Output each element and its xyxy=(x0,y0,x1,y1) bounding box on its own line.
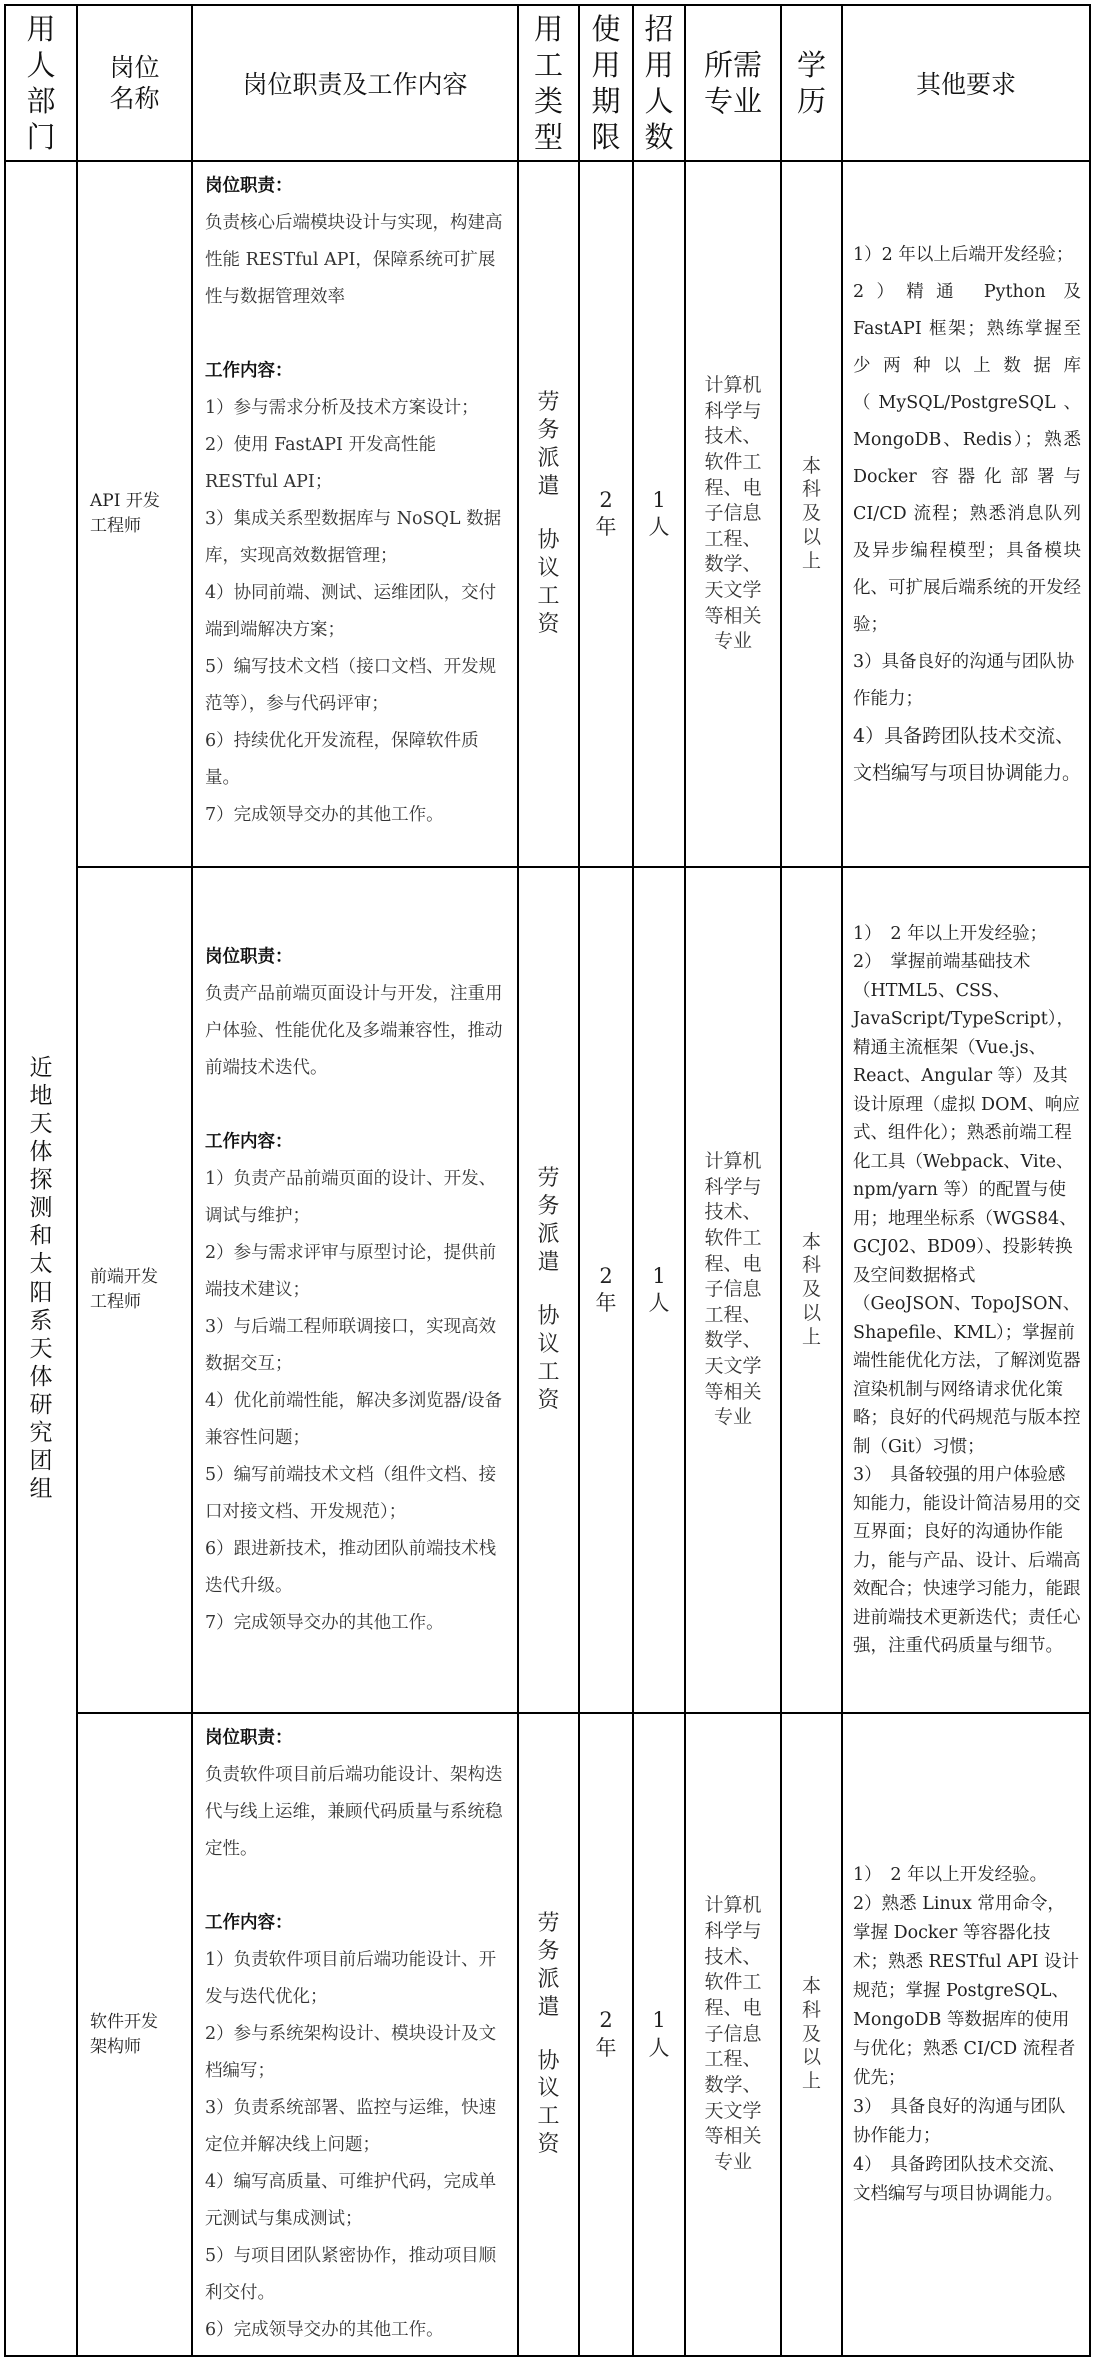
header-row xyxy=(5,5,1090,161)
header-other-requirements: 其他要求 xyxy=(842,5,1090,161)
requirements-cell: 1） 2 年以上开发经验； 2） 掌握前端基础技术（HTML5、CSS、JavaScript/TypeScript），精通主流框架（Vue.js、React、Angular 等）及其设计原理（虚拟 DOM、响应式、组件化）；熟悉前端工程化工具（Webpack、Vite、npm/yarn 等）的配置与使用；地理坐标系（WGS84、GCJ02、BD09）、投影转换及空间数据格式（GeoJSON、TopoJSON、Shapefile、KML）；掌握前端性能优化方法，了解浏览器渲染机制与网络请求优化策略；良好的代码规范与版本控制（Git）习惯； 3） 具备较强的用户体验感知能力，能设计简洁易用的交互界面；良好的沟通协作能力，能与产品、设计、后端高效配合；快速学习能力，能跟进前端技术更新迭代；责任心强，注重代码质量与细节。 xyxy=(842,867,1090,1713)
header-position: 岗位 名称 xyxy=(77,5,192,161)
work-item: 4）协同前端、测试、运维团队，交付端到端解决方案； xyxy=(205,583,497,640)
position-title: API 开发 工程师 xyxy=(77,161,192,867)
headcount-cell: 1 人 xyxy=(633,1713,685,2356)
header-department: 用 人 部 门 xyxy=(5,5,77,161)
headcount-cell: 1 人 xyxy=(633,161,685,867)
education-cell: 本 科 及 以 上 xyxy=(781,1713,842,2356)
term-cell: 2 年 xyxy=(579,867,633,1713)
work-item: 3）集成关系型数据库与 NoSQL 数据库，实现高效数据管理； xyxy=(205,509,502,566)
duties-cell: 岗位职责： 负责核心后端模块设计与实现，构建高性能 RESTful API，保障系统可扩展性与数据管理效率 工作内容： 1）参与需求分析及技术方案设计； 2）使用 FastAPI 开发高性能 RESTful API； 3）集成关系型数据库与 NoSQL 数据库，实现高效数据管理； 4）协同前端、测试、运维团队，交付端到端解决方案； 5）编写技术文档（接口文档、开发规范等），参与代码评审； 6）持续优化开发流程，保障软件质量。 7）完成领导交办的其他工作。 xyxy=(192,161,518,867)
department-cell: 近 地 天 体 探 测 和 太 阳 系 天 体 研 究 团 组 xyxy=(5,161,77,2356)
employment-type-cell: 劳 务 派 遣 协 议 工 资 xyxy=(518,161,579,867)
table-row-frontend-engineer xyxy=(5,867,1090,1713)
header-education: 学 历 xyxy=(781,5,842,161)
work-item: 7）完成领导交办的其他工作。 xyxy=(205,1612,444,1633)
work-item: 1）负责软件项目前后端功能设计、开发与迭代优化； xyxy=(205,1950,497,2007)
major-cell: 计算机 科学与 技术、 软件工 程、电 子信息 工程、 数学、 天文学 等相关 专业 xyxy=(685,1713,781,2356)
work-item: 5）编写技术文档（接口文档、开发规范等），参与代码评审； xyxy=(205,657,497,714)
position-title: 软件开发 架构师 xyxy=(77,1713,192,2356)
work-item: 6）跟进新技术，推动团队前端技术栈迭代升级。 xyxy=(205,1538,497,1596)
header-employment-type: 用 工 类 型 xyxy=(518,5,579,161)
duties-cell: 岗位职责： 负责产品前端页面设计与开发，注重用户体验、性能优化及多端兼容性，推动前端技术迭代。 工作内容： 1）负责产品前端页面的设计、开发、调试与维护； 2）参与需求评审与原型讨论，提供前端技术建议； 3）与后端工程师联调接口，实现高效数据交互； 4）优化前端性能，解决多浏览器/设备兼容性问题； 5）编写前端技术文档（组件文档、接口对接文档、开发规范）； 6）跟进新技术，推动团队前端技术栈迭代升级。 7）完成领导交办的其他工作。 xyxy=(192,867,518,1713)
requirements-cell: 1） 2 年以上开发经验。 2）熟悉 Linux 常用命令，掌握 Docker 等容器化技术；熟悉 RESTful API 设计规范；掌握 PostgreSQL、MongoDB 等数据库的使用与优化；熟悉 CI/CD 流程者优先； 3） 具备良好的沟通与团队协作能力； 4） 具备跨团队技术交流、文档编写与项目协调能力。 xyxy=(842,1713,1090,2356)
header-duties: 岗位职责及工作内容 xyxy=(192,5,518,161)
position-title: 前端开发 工程师 xyxy=(77,867,192,1713)
employment-type-cell: 劳 务 派 遣 协 议 工 资 xyxy=(518,1713,579,2356)
major-cell: 计算机 科学与 技术、 软件工 程、电 子信息 工程、 数学、 天文学 等相关 专业 xyxy=(685,161,781,867)
duties-cell: 岗位职责： 负责软件项目前后端功能设计、架构迭代与线上运维，兼顾代码质量与系统稳定性。 工作内容： 1）负责软件项目前后端功能设计、开发与迭代优化； 2）参与系统架构设计、模块设计及文档编写； 3）负责系统部署、监控与运维，快速定位并解决线上问题； 4）编写高质量、可维护代码，完成单元测试与集成测试； 5）与项目团队紧密协作，推动项目顺利交付。 6）完成领导交办的其他工作。 xyxy=(192,1713,518,2356)
education-cell: 本 科 及 以 上 xyxy=(781,867,842,1713)
headcount-cell: 1 人 xyxy=(633,867,685,1713)
work-item: 5）与项目团队紧密协作，推动项目顺利交付。 xyxy=(205,2246,497,2303)
work-item: 2）使用 FastAPI 开发高性能 RESTful API； xyxy=(205,435,436,492)
work-item: 6）持续优化开发流程，保障软件质量。 xyxy=(205,731,479,788)
term-cell: 2 年 xyxy=(579,161,633,867)
work-item: 3）与后端工程师联调接口，实现高效数据交互； xyxy=(205,1316,497,1374)
table-row-software-architect xyxy=(5,1713,1090,2356)
work-item: 6）完成领导交办的其他工作。 xyxy=(205,2320,444,2340)
work-item: 4）优化前端性能，解决多浏览器/设备兼容性问题； xyxy=(205,1390,503,1448)
work-item: 3）负责系统部署、监控与运维，快速定位并解决线上问题； xyxy=(205,2098,497,2155)
term-cell: 2 年 xyxy=(579,1713,633,2356)
work-item: 4）编写高质量、可维护代码，完成单元测试与集成测试； xyxy=(205,2172,497,2229)
work-item: 1）负责产品前端页面的设计、开发、调试与维护； xyxy=(205,1168,497,1226)
work-item: 2）参与系统架构设计、模块设计及文档编写； xyxy=(205,2024,497,2081)
work-item: 1）参与需求分析及技术方案设计； xyxy=(205,398,479,418)
table-row-api-engineer xyxy=(5,161,1090,867)
recruitment-table xyxy=(4,4,1091,2357)
major-cell: 计算机 科学与 技术、 软件工 程、电 子信息 工程、 数学、 天文学 等相关 专业 xyxy=(685,867,781,1713)
work-item: 7）完成领导交办的其他工作。 xyxy=(205,805,444,825)
work-item: 5）编写前端技术文档（组件文档、接口对接文档、开发规范）； xyxy=(205,1464,497,1522)
employment-type-cell: 劳 务 派 遣 协 议 工 资 xyxy=(518,867,579,1713)
header-major: 所需 专业 xyxy=(685,5,781,161)
work-item: 2）参与需求评审与原型讨论，提供前端技术建议； xyxy=(205,1242,497,1300)
header-term: 使 用 期 限 xyxy=(579,5,633,161)
requirements-cell: 1）2 年以上后端开发经验； 2）精通 Python 及 FastAPI 框架；熟练掌握至少两种以上数据库（MySQL/PostgreSQL、MongoDB、Redis）；熟悉 Docker 容器化部署与 CI/CD 流程；熟悉消息队列及异步编程模型；具备模块化、可扩展后端系统的开发经验； 3）具备良好的沟通与团队协作能力； 4）具备跨团队技术交流、文档编写与项目协调能力。 xyxy=(842,161,1090,867)
education-cell: 本 科 及 以 上 xyxy=(781,161,842,867)
header-headcount: 招 用 人 数 xyxy=(633,5,685,161)
